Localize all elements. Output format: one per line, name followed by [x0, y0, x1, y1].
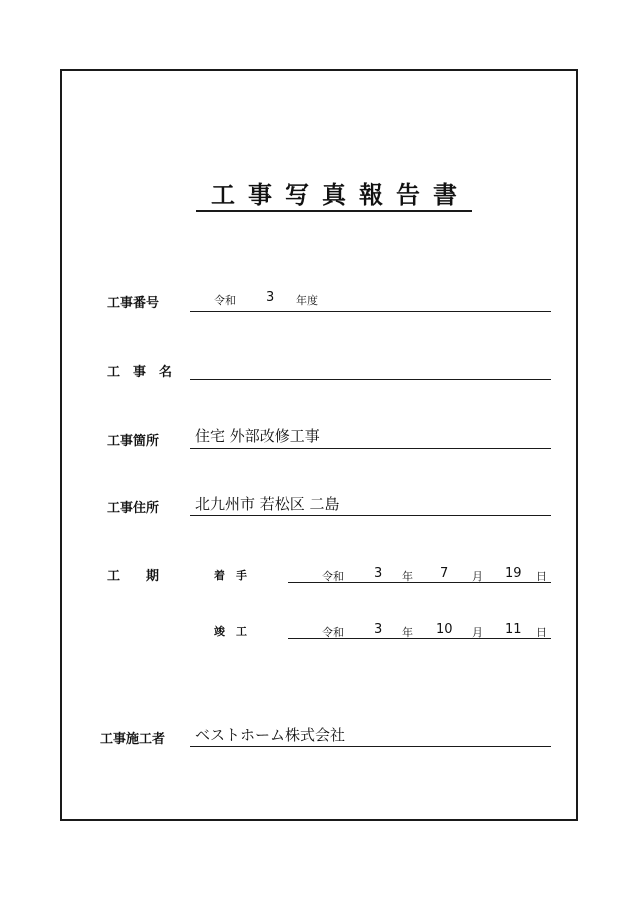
address-underline: [190, 515, 551, 516]
number-year: 3: [266, 290, 275, 305]
period-start-day-unit: 日: [536, 570, 547, 583]
period-end-day: 11: [505, 622, 522, 637]
period-start-underline: [288, 582, 551, 583]
number-suffix: 年度: [296, 294, 318, 307]
period-end-year-unit: 年: [402, 626, 413, 639]
address-value: 北九州市 若松区 二島: [195, 495, 340, 513]
period-start-month-unit: 月: [472, 570, 483, 583]
contractor-underline: [190, 746, 551, 747]
address-label: 工事住所: [107, 501, 160, 516]
number-underline: [190, 311, 551, 312]
period-end-month-unit: 月: [472, 626, 483, 639]
location-label: 工事箇所: [107, 434, 160, 449]
contractor-label: 工事施工者: [100, 732, 166, 747]
contractor-value: ベストホーム株式会社: [195, 726, 346, 744]
period-end-month: 10: [436, 622, 453, 637]
period-start-label: 着 手: [214, 569, 247, 582]
period-label: 工 期: [107, 569, 160, 584]
period-end-underline: [288, 638, 551, 639]
name-underline: [190, 379, 551, 380]
name-label: 工 事 名: [107, 365, 173, 380]
period-end-day-unit: 日: [536, 626, 547, 639]
period-end-era: 令和: [322, 626, 344, 639]
period-start-era: 令和: [322, 570, 344, 583]
period-end-year: 3: [374, 622, 383, 637]
period-end-label: 竣 工: [214, 625, 247, 638]
period-start-month: 7: [440, 566, 449, 581]
location-underline: [190, 448, 551, 449]
document-title: 工事写真報告書: [196, 178, 472, 212]
period-start-year-unit: 年: [402, 570, 413, 583]
period-start-year: 3: [374, 566, 383, 581]
number-era: 令和: [214, 294, 236, 307]
number-label: 工事番号: [107, 296, 160, 311]
location-value: 住宅 外部改修工事: [195, 427, 320, 445]
period-start-day: 19: [505, 566, 522, 581]
